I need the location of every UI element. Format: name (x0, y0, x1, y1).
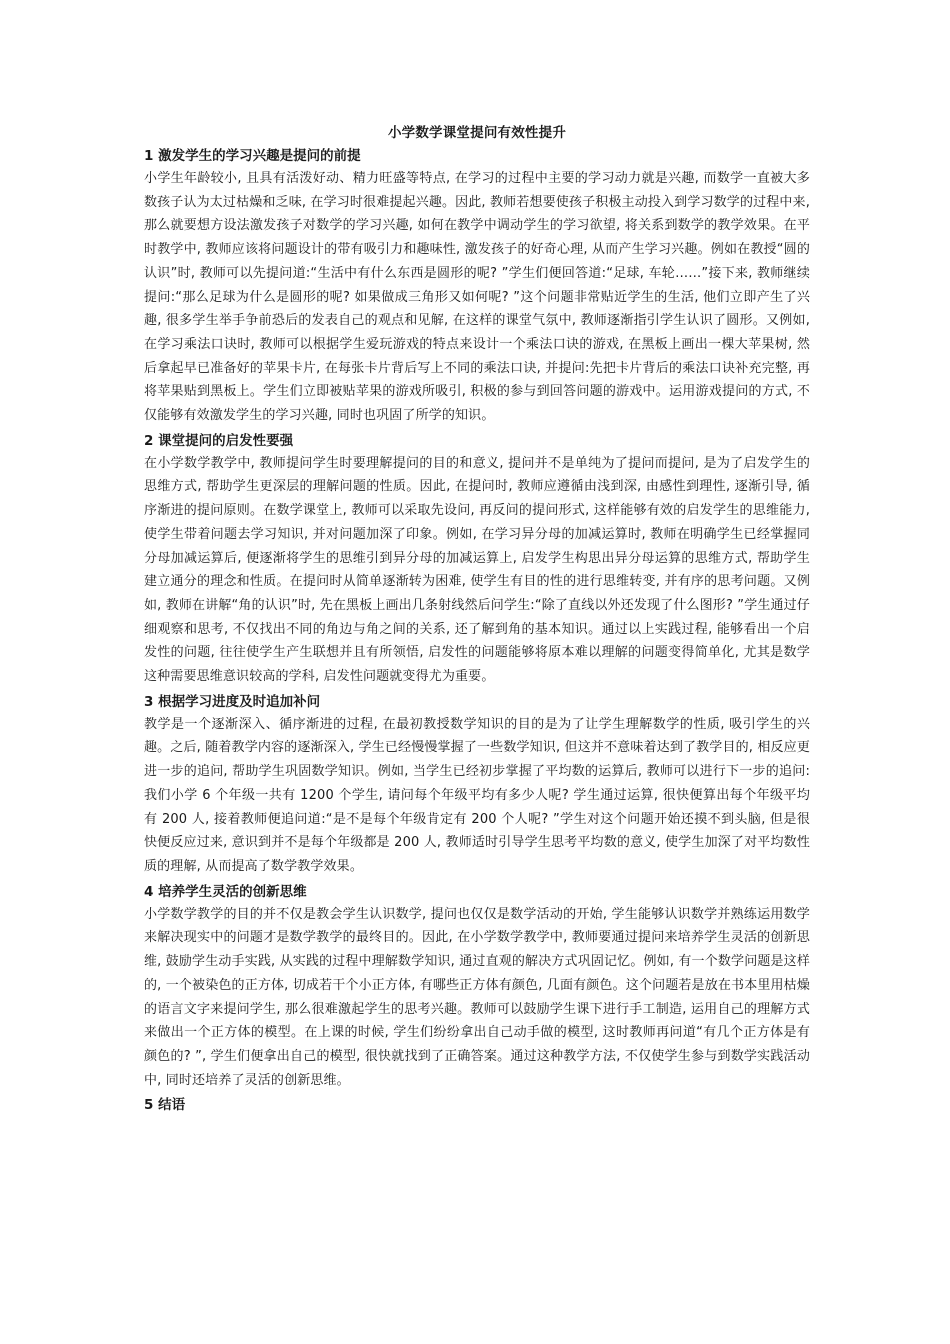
section-paragraph: 小学数学教学的目的并不仅是教会学生认识数学, 提问也仅仅是数学活动的开始, 学生能够认识数学并熟练运用数学来解决现实中的问题才是数学教学的最终目的。因此, 在小学数学教学中, 教师要通过提问来培养学生灵活的创新思维, 鼓励学生动手实践, 从实践的过程中理解数学知识, 通过直观的解决方式巩固记忆。例如, 有一个数学问题是这样的, 一个被染色的正方体, 切成若干个小正方体, 有哪些正方体有颜色, 几面有颜色。这个问题若是放在书本里用枯燥的语言文字来提问学生, 那么很难激起学生的思考兴趣。教师可以鼓励学生课下进行手工制造, 运用自己的理解方式来做出一个正方体的模型。在上课的时候, 学生们纷纷拿出自己动手做的模型, 这时教师再问道“有几个正方体是有颜色的? ”, 学生们便拿出自己的模型, 很快就找到了正确答案。通过这种教学方法, 不仅使学生参与到数学实践活动中, 同时还培养了灵活的创新思维。 (144, 906, 810, 1088)
section-innovation (144, 881, 810, 1093)
section-followup (144, 691, 810, 879)
section-paragraph: 在小学数学教学中, 教师提问学生时要理解提问的目的和意义, 提问并不是单纯为了提问而提问, 是为了启发学生的思维方式, 帮助学生更深层的理解问题的性质。因此, 在提问时, 教师应遵循由浅到深, 由感性到理性, 逐渐引导, 循序渐进的提问原则。在数学课堂上, 教师可以采取先设问, 再反问的提问形式, 这样能够有效的启发学生的思维能力, 使学生带着问题去学习知识, 并对问题加深了印象。例如, 在学习异分母的加减运算时, 教师在明确学生已经掌握同分母加减运算后, 便逐渐将学生的思维引到异分母的加减运算上, 启发学生构思出异分母运算的思维方式, 帮助学生建立通分的理念和性质。在提问时从简单逐渐转为困难, 使学生有目的性的进行思维转变, 并有序的思考问题。又例如, 教师在讲解“角的认识”时, 先在黑板上画出几条射线然后问学生:“除了直线以外还发现了什么图形? ”学生通过仔细观察和思考, 不仅找出不同的角边与角之间的关系, 还了解到角的基本知识。通过以上实践过程, 能够看出一个启发性的问题, 往往使学生产生联想并且有所领悟, 启发性的问题能够将原本难以理解的问题变得简单化, 尤其是数学这种需要思维意识较高的学科, 启发性问题就变得尤为重要。 (144, 455, 810, 685)
section-heading: 2 课堂提问的启发性要强 (144, 432, 294, 449)
document-page (144, 122, 810, 1116)
section-interest (144, 145, 810, 428)
section-heading: 4 培养学生灵活的创新思维 (144, 883, 307, 900)
section-heading: 5 结语 (144, 1097, 186, 1114)
section-paragraph: 小学生年龄较小, 且具有活泼好动、精力旺盛等特点, 在学习的过程中主要的学习动力就是兴趣, 而数学一直被大多数孩子认为太过枯燥和乏味, 在学习时很难提起兴趣。因此, 教师若想要使孩子积极主动投入到学习数学的过程中来, 那么就要想方设法激发孩子对数学的学习兴趣, 如何在教学中调动学生的学习欲望, 将关系到数学的教学效果。在平时教学中, 教师应该将问题设计的带有吸引力和趣味性, 激发孩子的好奇心理, 从而产生学习兴趣。例如在教授“圆的认识”时, 教师可以先提问道:“生活中有什么东西是圆形的呢? ”学生们便回答道:“足球, 车轮……”接下来, 教师继续提问:“那么足球为什么是圆形的呢? 如果做成三角形又如何呢? ”这个问题非常贴近学生的生活, 他们立即产生了兴趣, 很多学生举手争前恐后的发表自己的观点和见解, 在这样的课堂气氛中, 教师逐渐指引学生认识了圆形。又例如, 在学习乘法口诀时, 教师可以根据学生爱玩游戏的特点来设计一个乘法口诀的游戏, 在黑板上画出一棵大苹果树, 然后拿起早已准备好的苹果卡片, 在每张卡片背后写上不同的乘法口诀, 并提问:先把卡片背后的乘法口诀补充完整, 再将苹果贴到黑板上。学生们立即被贴苹果的游戏所吸引, 积极的参与到回答问题的游戏中。运用游戏提问的方式, 不仅能够有效激发学生的学习兴趣, 同时也巩固了所学的知识。 (144, 171, 810, 424)
document-title: 小学数学课堂提问有效性提升 (387, 125, 567, 141)
section-conclusion (144, 1094, 810, 1116)
section-paragraph: 教学是一个逐渐深入、循序渐进的过程, 在最初教授数学知识的目的是为了让学生理解数学的性质, 吸引学生的兴趣。之后, 随着教学内容的逐渐深入, 学生已经慢慢掌握了一些数学知识, 但这并不意味着达到了教学目的, 相反应更进一步的追问, 帮助学生巩固数学知识。例如, 当学生已经初步掌握了平均数的运算后, 教师可以进行下一步的追问:我们小学 6 个年级一共有 1200 个学生, 请问每个年级平均有多少人呢? 学生通过运算, 很快便算出每个年级平均有 200 人, 接着教师便追问道:“是不是每个年级肯定有 200 个人呢? ”学生对这个问题开始还摸不到头脑, 但是很快便反应过来, 意识到并不是每个年级都是 200 人, 教师适时引导学生思考平均数的意义, 使学生加深了对平均数性质的理解, 从而提高了数学教学效果。 (144, 716, 810, 874)
section-heading: 3 根据学习进度及时追加补问 (144, 693, 321, 710)
section-heuristic (144, 430, 810, 689)
section-heading: 1 激发学生的学习兴趣是提问的前提 (144, 148, 361, 164)
